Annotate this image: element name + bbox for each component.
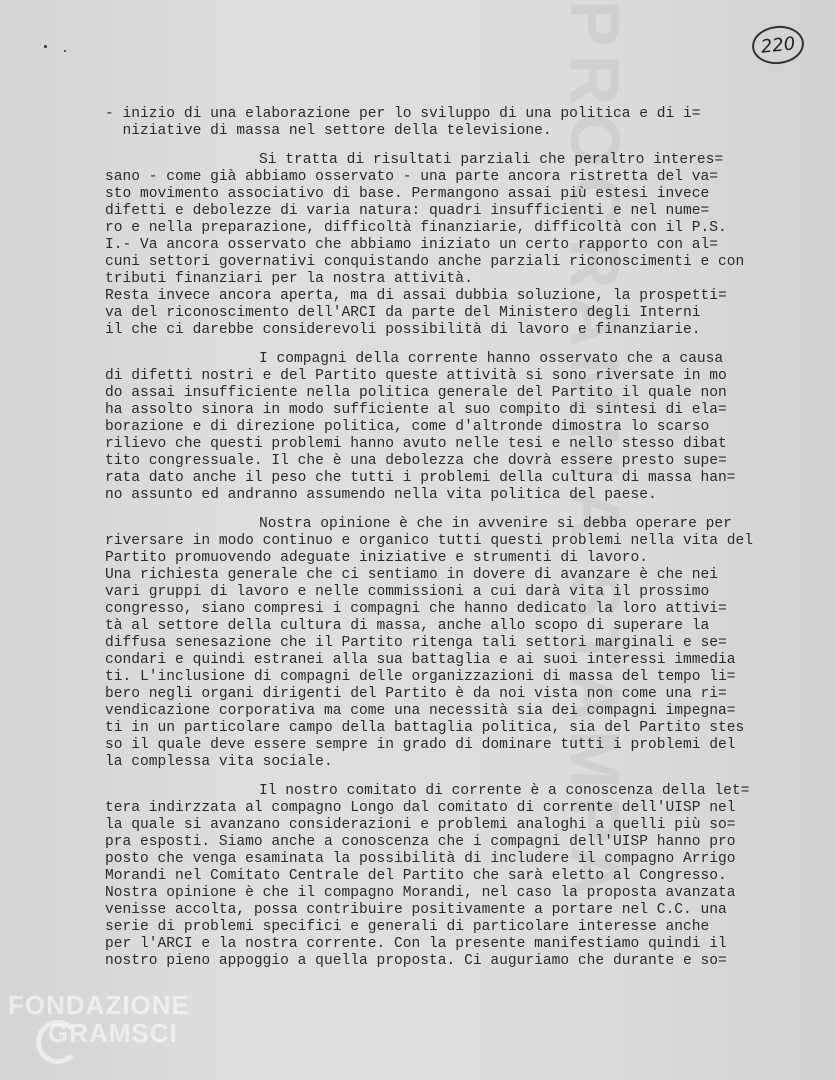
text-line: difetti e debolezze di varia natura: quadri insufficienti e nel nume= [105, 203, 710, 219]
paragraph [105, 351, 815, 504]
text-line: bero negli organi dirigenti del Partito è da noi vista non come una ri= [105, 686, 727, 702]
text-line: sto movimento associativo di base. Permangono assai più estesi invece [105, 186, 710, 202]
text-line: posto che venga esaminata la possibilità di includere il compagno Arrigo [105, 851, 736, 867]
text-line: ti in un particolare campo della battaglia politica, sia del Partito stes [105, 720, 745, 736]
logo-line-2: GRAMSCI [48, 1018, 178, 1048]
text-line: il che ci darebbe considerevoli possibilità di lavoro e finanziarie. [105, 322, 701, 338]
paragraph [105, 106, 815, 140]
paragraph [105, 783, 815, 970]
page-number: 220 [759, 32, 797, 58]
text-line: I compagni della corrente hanno osservato che a causa [259, 351, 724, 367]
text-line: Si tratta di risultati parziali che peraltro interes= [259, 152, 724, 168]
paragraph-gap [105, 504, 815, 516]
text-line: tera indirzzata al compagno Longo dal comitato di corrente dell'UISP nel [105, 800, 736, 816]
text-line: Morandi nel Comitato Centrale del Partito che sarà eletto al Congresso. [105, 868, 727, 884]
text-line: cuni settori governativi conquistando anche parziali riconoscimenti e con [105, 254, 745, 270]
text-line: riversare in modo continuo e organico tutti questi problemi nella vita del [105, 533, 754, 549]
typed-text-body [105, 106, 815, 970]
text-line: per l'ARCI e la nostra corrente. Con la presente manifestiamo quindi il [105, 936, 727, 952]
text-line: vari gruppi di lavoro e nelle commissioni a cui darà vita il prossimo [105, 584, 710, 600]
text-line: borazione e di direzione politica, come d'altronde dimostra lo scarso [105, 419, 710, 435]
text-line: Resta invece ancora aperta, ma di assai dubbia soluzione, la prospetti= [105, 288, 727, 304]
page-number-stamp [750, 23, 806, 66]
text-line: do assai insufficiente nella politica generale del Partito il quale non [105, 385, 727, 401]
text-line: sano - come già abbiamo osservato - una parte ancora ristretta del va= [105, 169, 719, 185]
background-watermark: PROGRAMMA STAMPA [556, 0, 634, 905]
text-line: tà al settore della cultura di massa, anche allo scopo di superare la [105, 618, 710, 634]
text-line: nostro pieno appoggio a quella proposta. Ci auguriamo che durante e so= [105, 953, 727, 969]
text-line: la quale si avanzano considerazioni e problemi analoghi a quelli più so= [105, 817, 736, 833]
text-line: I.- Va ancora osservato che abbiamo iniziato un certo rapporto con al= [105, 237, 719, 253]
paragraph-gap [105, 339, 815, 351]
paragraph-gap [105, 140, 815, 152]
paragraph [105, 516, 815, 771]
text-line: venisse accolta, possa contribuire positivamente a portare nel C.C. una [105, 902, 727, 918]
text-line: tito congressuale. Il che è una debolezza che dovrà essere presto supe= [105, 453, 727, 469]
paragraph-gap [105, 771, 815, 783]
text-line: tributi finanziari per la nostra attività. [105, 271, 473, 287]
text-line: condari e quindi estranei alla sua battaglia e ai suoi interessi immedia [105, 652, 736, 668]
text-line: di difetti nostri e del Partito queste attività si sono riversate in mo [105, 368, 727, 384]
text-line: la complessa vita sociale. [105, 754, 333, 770]
text-line: ha assolto sinora in modo sufficiente al suo compito di sintesi di ela= [105, 402, 727, 418]
text-line: rata dato anche il peso che tutti i problemi della cultura di massa han= [105, 470, 736, 486]
text-line: Nostra opinione è che il compagno Morandi, nel caso la proposta avanzata [105, 885, 736, 901]
ink-speck [64, 50, 66, 52]
text-line: ro e nella preparazione, difficoltà finanziarie, difficoltà con il P.S. [105, 220, 727, 236]
text-line: no assunto ed andranno assumendo nella vita politica del paese. [105, 487, 657, 503]
text-line: congresso, siano compresi i compagni che hanno dedicato la loro attivi= [105, 601, 727, 617]
text-line: Partito promuovendo adeguate iniziative e strumenti di lavoro. [105, 550, 648, 566]
text-line: Il nostro comitato di corrente è a conoscenza della let= [259, 783, 750, 799]
text-line: Nostra opinione è che in avvenire si debba operare per [259, 516, 732, 532]
text-line: so il quale deve essere sempre in grado di dominare tutti i problemi del [105, 737, 736, 753]
ink-speck [44, 45, 47, 48]
paragraph [105, 152, 815, 339]
text-line: serie di problemi specifici e generali di particolare interesse anche [105, 919, 710, 935]
text-line: - inizio di una elaborazione per lo sviluppo di una politica e di i= [105, 106, 701, 122]
text-line: rilievo che questi problemi hanno avuto nelle tesi e nello stesso dibat [105, 436, 727, 452]
text-line: pra esposti. Siamo anche a conoscenza che i compagni dell'UISP hanno pro [105, 834, 736, 850]
text-line: ti. L'inclusione di compagni delle organizzazioni di massa del tempo li= [105, 669, 736, 685]
text-line: vendicazione corporativa ma come una necessità sia dei compagni impegna= [105, 703, 736, 719]
text-line: diffusa senesazione che il Partito ritenga tali settori marginali e se= [105, 635, 727, 651]
text-line: va del riconoscimento dell'ARCI da parte del Ministero degli Interni [105, 305, 701, 321]
text-line: Una richiesta generale che ci sentiamo in dovere di avanzare è che nei [105, 567, 719, 583]
fondazione-gramsci-logo [8, 990, 238, 1070]
text-line: niziative di massa nel settore della televisione. [105, 123, 552, 139]
logo-line-1: FONDAZIONE [8, 990, 190, 1020]
